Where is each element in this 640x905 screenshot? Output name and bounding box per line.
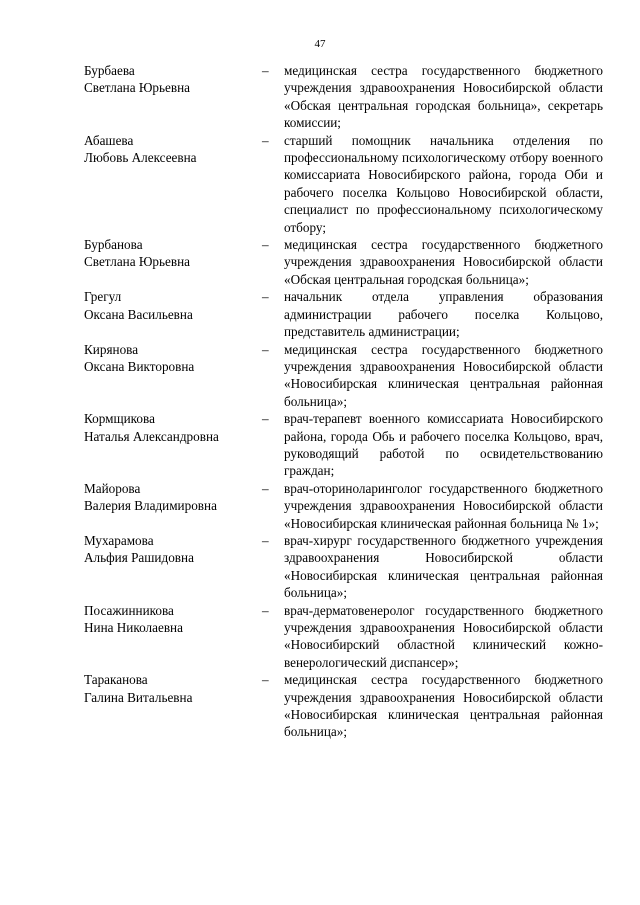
member-description: медицинская сестра государственного бюджетного учреждения здравоохранения Новосибирской области «Обская центральная городская больница», секретарь комиссии; [284,63,603,131]
member-given-names: Нина Николаевна [84,620,183,635]
member-description: медицинская сестра государственного бюджетного учреждения здравоохранения Новосибирской области «Новосибирская клиническая центральная районная больница»; [284,672,603,740]
member-description: медицинская сестра государственного бюджетного учреждения здравоохранения Новосибирской области «Обская центральная городская больница»; [284,237,603,287]
dash-separator: – [262,411,269,427]
member-given-names: Оксана Васильевна [84,306,193,322]
commission-member-list [84,62,603,741]
dash-separator: – [262,532,269,548]
list-item [84,410,603,480]
list-item [84,671,603,741]
member-description: медицинская сестра государственного бюджетного учреждения здравоохранения Новосибирской области «Новосибирская клиническая центральная районная больница»; [284,341,603,409]
dash-separator: – [262,602,269,618]
member-given-names: Любовь Алексеевна [84,150,197,166]
member-name [84,62,262,132]
member-description: врач-хирург государственного бюджетного учреждения здравоохранения Новосибирской области «Новосибирская клиническая центральная районная больница»; [284,532,603,601]
dash-separator: – [262,132,269,148]
member-surname: Грегул [84,289,122,305]
list-item [84,341,603,411]
member-name [84,288,262,340]
list-item [84,480,603,532]
member-surname: Тараканова [84,672,148,688]
member-surname: Майорова [84,480,141,496]
member-name [84,480,262,532]
member-description: старший помощник начальника отделения по профессиональному психологическому отбору военного комиссариата Новосибирского района, города Оби и рабочего поселка Кольцово Новосибирской области, специалист по профессиональному психологическому отбору; [284,132,603,235]
member-description: врач-оториноларинголог государственного бюджетного учреждения здравоохранения Новосибирской области «Новосибирская клиническая районная больница № 1»; [284,480,603,531]
member-given-names: Наталья Александровна [84,428,219,444]
member-given-names: Светлана Юрьевна [84,80,191,96]
member-name [84,132,262,236]
member-name [84,236,262,288]
member-description: врач-дерматовенеролог государственного бюджетного учреждения здравоохранения Новосибирской области «Новосибирский областной клинический кожно-венерологический диспансер»; [284,602,603,670]
member-given-names: Валерия Владимировна [84,498,217,514]
member-description: начальник отдела управления образования администрации рабочего поселка Кольцово, представитель администрации; [284,289,603,340]
member-surname: Абашева [84,132,134,148]
member-description: врач-терапевт военного комиссариата Новосибирского района, города Обь и рабочего поселка Кольцово, врач, руководящий работой по освидетельствованию граждан; [284,411,603,479]
member-surname: Кормщикова [84,411,155,427]
list-item [84,532,603,602]
member-name [84,410,262,480]
dash-separator: – [262,341,269,357]
dash-separator: – [262,289,269,305]
list-item [84,602,603,672]
member-name [84,341,262,411]
member-surname: Бурбаева [84,63,135,78]
member-name [84,532,262,602]
dash-separator: – [262,63,269,78]
member-given-names: Альфия Рашидовна [84,550,194,566]
dash-separator: – [262,237,269,253]
member-given-names: Галина Витальевна [84,689,193,705]
page-number: 47 [314,38,326,50]
list-item [84,236,603,288]
list-item [84,288,603,340]
member-surname: Кирянова [84,341,139,357]
list-item [84,132,603,236]
dash-separator: – [262,672,269,688]
dash-separator: – [262,480,269,496]
member-given-names: Оксана Викторовна [84,358,195,374]
member-name [84,671,262,741]
list-item [84,62,603,132]
member-surname: Посажинникова [84,602,174,618]
member-surname: Бурбанова [84,237,143,253]
member-name [84,602,262,672]
member-surname: Мухарамова [84,532,154,548]
member-given-names: Светлана Юрьевна [84,254,191,270]
